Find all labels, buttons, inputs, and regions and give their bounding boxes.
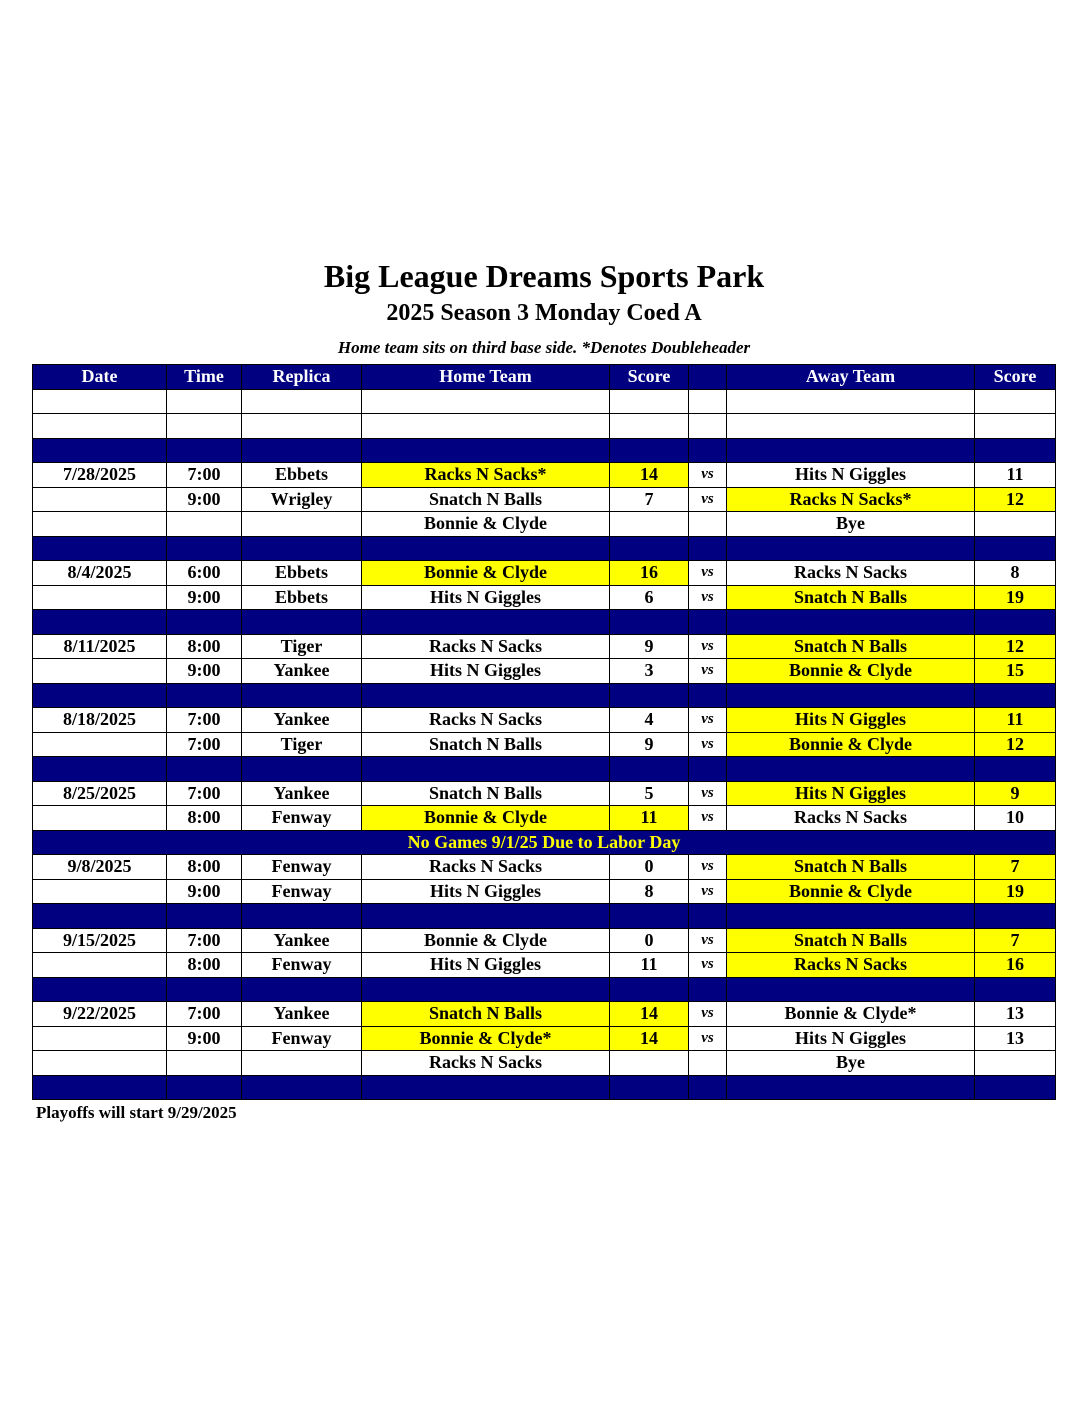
cell-replica: Yankee bbox=[242, 781, 362, 806]
schedule-note: Home team sits on third base side. *Denotes Doubleheader bbox=[337, 338, 751, 357]
cell-date: 9/8/2025 bbox=[33, 855, 167, 880]
cell-away-team: Bye bbox=[727, 512, 975, 537]
blank-row bbox=[33, 389, 1056, 414]
empty-cell bbox=[975, 438, 1056, 463]
cell-home-score: 14 bbox=[610, 463, 689, 488]
schedule-body bbox=[33, 389, 1056, 1100]
banner-row bbox=[33, 830, 1056, 855]
cell-date: 9/22/2025 bbox=[33, 1002, 167, 1027]
cell-away-score: 16 bbox=[975, 953, 1056, 978]
separator-row bbox=[33, 757, 1056, 782]
empty-cell bbox=[242, 977, 362, 1002]
empty-cell bbox=[689, 904, 727, 929]
empty-cell bbox=[610, 536, 689, 561]
empty-cell bbox=[689, 414, 727, 439]
col-header-vs bbox=[689, 365, 727, 390]
empty-cell bbox=[975, 389, 1056, 414]
cell-away-score: 12 bbox=[975, 487, 1056, 512]
cell-date bbox=[33, 487, 167, 512]
empty-cell bbox=[727, 610, 975, 635]
empty-cell bbox=[242, 1075, 362, 1100]
empty-cell bbox=[362, 414, 610, 439]
cell-replica: Fenway bbox=[242, 855, 362, 880]
empty-cell bbox=[610, 904, 689, 929]
cell-replica: Tiger bbox=[242, 634, 362, 659]
empty-cell bbox=[610, 414, 689, 439]
cell-time: 7:00 bbox=[167, 928, 242, 953]
cell-home-team: Snatch N Balls bbox=[362, 781, 610, 806]
cell-time: 8:00 bbox=[167, 634, 242, 659]
cell-time: 7:00 bbox=[167, 1002, 242, 1027]
cell-date bbox=[33, 1051, 167, 1076]
col-header-away-score: Score bbox=[975, 365, 1056, 390]
empty-cell bbox=[727, 414, 975, 439]
empty-cell bbox=[610, 438, 689, 463]
cell-date: 7/28/2025 bbox=[33, 463, 167, 488]
cell-home-team: Bonnie & Clyde bbox=[362, 928, 610, 953]
empty-cell bbox=[242, 683, 362, 708]
col-header-time: Time bbox=[167, 365, 242, 390]
cell-home-score: 6 bbox=[610, 585, 689, 610]
cell-away-score: 11 bbox=[975, 708, 1056, 733]
empty-cell bbox=[689, 610, 727, 635]
cell-away-score: 7 bbox=[975, 855, 1056, 880]
separator-row bbox=[33, 904, 1056, 929]
cell-replica: Yankee bbox=[242, 1002, 362, 1027]
empty-cell bbox=[689, 683, 727, 708]
empty-cell bbox=[975, 683, 1056, 708]
empty-cell bbox=[242, 536, 362, 561]
cell-home-score bbox=[610, 1051, 689, 1076]
cell-date: 8/18/2025 bbox=[33, 708, 167, 733]
cell-home-team: Hits N Giggles bbox=[362, 953, 610, 978]
cell-vs bbox=[689, 512, 727, 537]
empty-cell bbox=[167, 438, 242, 463]
cell-away-team: Bonnie & Clyde* bbox=[727, 1002, 975, 1027]
cell-vs: vs bbox=[689, 781, 727, 806]
cell-replica bbox=[242, 512, 362, 537]
cell-home-team: Snatch N Balls bbox=[362, 732, 610, 757]
empty-cell bbox=[689, 1075, 727, 1100]
cell-date bbox=[33, 879, 167, 904]
cell-time: 9:00 bbox=[167, 659, 242, 684]
banner-text: No Games 9/1/25 Due to Labor Day bbox=[33, 830, 1056, 855]
cell-away-team: Snatch N Balls bbox=[727, 855, 975, 880]
empty-cell bbox=[610, 977, 689, 1002]
col-header-home-team: Home Team bbox=[362, 365, 610, 390]
cell-date bbox=[33, 732, 167, 757]
separator-row bbox=[33, 977, 1056, 1002]
separator-row bbox=[33, 438, 1056, 463]
game-row bbox=[33, 463, 1056, 488]
game-row bbox=[33, 953, 1056, 978]
cell-home-score: 9 bbox=[610, 634, 689, 659]
empty-cell bbox=[362, 757, 610, 782]
cell-away-score: 15 bbox=[975, 659, 1056, 684]
cell-home-team: Racks N Sacks* bbox=[362, 463, 610, 488]
cell-replica: Wrigley bbox=[242, 487, 362, 512]
cell-vs: vs bbox=[689, 634, 727, 659]
empty-cell bbox=[362, 683, 610, 708]
cell-date bbox=[33, 953, 167, 978]
empty-cell bbox=[167, 389, 242, 414]
cell-away-score bbox=[975, 1051, 1056, 1076]
cell-time: 7:00 bbox=[167, 732, 242, 757]
empty-cell bbox=[362, 389, 610, 414]
cell-away-score: 13 bbox=[975, 1026, 1056, 1051]
cell-away-score: 9 bbox=[975, 781, 1056, 806]
cell-date bbox=[33, 512, 167, 537]
cell-date: 8/11/2025 bbox=[33, 634, 167, 659]
empty-cell bbox=[362, 536, 610, 561]
cell-time bbox=[167, 1051, 242, 1076]
cell-home-team: Hits N Giggles bbox=[362, 659, 610, 684]
cell-away-score: 19 bbox=[975, 585, 1056, 610]
cell-home-team: Bonnie & Clyde bbox=[362, 561, 610, 586]
empty-cell bbox=[362, 977, 610, 1002]
cell-away-team: Bonnie & Clyde bbox=[727, 659, 975, 684]
cell-home-team: Bonnie & Clyde bbox=[362, 512, 610, 537]
cell-home-team: Racks N Sacks bbox=[362, 708, 610, 733]
cell-time bbox=[167, 512, 242, 537]
cell-vs: vs bbox=[689, 659, 727, 684]
cell-home-score: 3 bbox=[610, 659, 689, 684]
game-row bbox=[33, 1002, 1056, 1027]
empty-cell bbox=[167, 977, 242, 1002]
empty-cell bbox=[33, 757, 167, 782]
cell-time: 9:00 bbox=[167, 487, 242, 512]
empty-cell bbox=[610, 1075, 689, 1100]
cell-away-team: Bonnie & Clyde bbox=[727, 732, 975, 757]
empty-cell bbox=[33, 610, 167, 635]
cell-date bbox=[33, 585, 167, 610]
empty-cell bbox=[33, 414, 167, 439]
cell-vs: vs bbox=[689, 879, 727, 904]
cell-replica: Ebbets bbox=[242, 463, 362, 488]
cell-replica: Ebbets bbox=[242, 585, 362, 610]
separator-row bbox=[33, 536, 1056, 561]
game-row bbox=[33, 585, 1056, 610]
cell-vs: vs bbox=[689, 953, 727, 978]
empty-cell bbox=[610, 610, 689, 635]
empty-cell bbox=[33, 438, 167, 463]
empty-cell bbox=[33, 1075, 167, 1100]
empty-cell bbox=[167, 414, 242, 439]
empty-cell bbox=[242, 389, 362, 414]
cell-replica: Yankee bbox=[242, 928, 362, 953]
cell-replica: Fenway bbox=[242, 1026, 362, 1051]
cell-time: 9:00 bbox=[167, 1026, 242, 1051]
cell-away-score: 10 bbox=[975, 806, 1056, 831]
cell-home-score: 16 bbox=[610, 561, 689, 586]
cell-time: 8:00 bbox=[167, 953, 242, 978]
schedule-table bbox=[32, 364, 1056, 1100]
cell-vs: vs bbox=[689, 1002, 727, 1027]
blank-row bbox=[33, 414, 1056, 439]
game-row bbox=[33, 1051, 1056, 1076]
cell-home-team: Racks N Sacks bbox=[362, 855, 610, 880]
cell-time: 8:00 bbox=[167, 806, 242, 831]
cell-vs: vs bbox=[689, 708, 727, 733]
empty-cell bbox=[689, 389, 727, 414]
empty-cell bbox=[33, 389, 167, 414]
header-row bbox=[33, 365, 1056, 390]
cell-away-score bbox=[975, 512, 1056, 537]
cell-home-team: Bonnie & Clyde bbox=[362, 806, 610, 831]
cell-home-score: 7 bbox=[610, 487, 689, 512]
cell-away-team: Snatch N Balls bbox=[727, 585, 975, 610]
cell-time: 7:00 bbox=[167, 781, 242, 806]
separator-row bbox=[33, 610, 1056, 635]
empty-cell bbox=[242, 904, 362, 929]
col-header-date: Date bbox=[33, 365, 167, 390]
cell-vs: vs bbox=[689, 732, 727, 757]
cell-home-score: 14 bbox=[610, 1002, 689, 1027]
cell-home-score: 11 bbox=[610, 806, 689, 831]
empty-cell bbox=[242, 438, 362, 463]
cell-home-team: Hits N Giggles bbox=[362, 879, 610, 904]
cell-vs: vs bbox=[689, 487, 727, 512]
cell-time: 9:00 bbox=[167, 585, 242, 610]
cell-away-team: Hits N Giggles bbox=[727, 1026, 975, 1051]
cell-vs: vs bbox=[689, 855, 727, 880]
cell-away-score: 13 bbox=[975, 1002, 1056, 1027]
empty-cell bbox=[727, 438, 975, 463]
empty-cell bbox=[727, 389, 975, 414]
cell-away-score: 19 bbox=[975, 879, 1056, 904]
cell-date bbox=[33, 659, 167, 684]
cell-replica: Ebbets bbox=[242, 561, 362, 586]
cell-replica: Fenway bbox=[242, 806, 362, 831]
cell-vs bbox=[689, 1051, 727, 1076]
separator-row bbox=[33, 1075, 1056, 1100]
empty-cell bbox=[242, 414, 362, 439]
cell-time: 8:00 bbox=[167, 855, 242, 880]
empty-cell bbox=[167, 683, 242, 708]
cell-vs: vs bbox=[689, 928, 727, 953]
cell-vs: vs bbox=[689, 463, 727, 488]
col-header-home-score: Score bbox=[610, 365, 689, 390]
cell-vs: vs bbox=[689, 1026, 727, 1051]
cell-home-score: 11 bbox=[610, 953, 689, 978]
cell-home-score: 14 bbox=[610, 1026, 689, 1051]
game-row bbox=[33, 732, 1056, 757]
page-subtitle: 2025 Season 3 Monday Coed A bbox=[386, 300, 702, 326]
cell-home-score bbox=[610, 512, 689, 537]
cell-time: 6:00 bbox=[167, 561, 242, 586]
empty-cell bbox=[242, 757, 362, 782]
empty-cell bbox=[167, 904, 242, 929]
game-row bbox=[33, 806, 1056, 831]
cell-replica: Yankee bbox=[242, 708, 362, 733]
cell-away-score: 11 bbox=[975, 463, 1056, 488]
empty-cell bbox=[33, 977, 167, 1002]
empty-cell bbox=[167, 1075, 242, 1100]
cell-home-team: Hits N Giggles bbox=[362, 585, 610, 610]
empty-cell bbox=[167, 610, 242, 635]
game-row bbox=[33, 879, 1056, 904]
cell-home-team: Racks N Sacks bbox=[362, 1051, 610, 1076]
cell-away-team: Snatch N Balls bbox=[727, 928, 975, 953]
empty-cell bbox=[975, 536, 1056, 561]
cell-home-team: Snatch N Balls bbox=[362, 487, 610, 512]
cell-home-score: 8 bbox=[610, 879, 689, 904]
empty-cell bbox=[727, 536, 975, 561]
cell-away-score: 8 bbox=[975, 561, 1056, 586]
empty-cell bbox=[610, 757, 689, 782]
empty-cell bbox=[689, 757, 727, 782]
cell-home-score: 5 bbox=[610, 781, 689, 806]
empty-cell bbox=[975, 1075, 1056, 1100]
cell-date: 8/4/2025 bbox=[33, 561, 167, 586]
cell-replica bbox=[242, 1051, 362, 1076]
empty-cell bbox=[975, 904, 1056, 929]
cell-home-team: Snatch N Balls bbox=[362, 1002, 610, 1027]
game-row bbox=[33, 659, 1056, 684]
cell-away-team: Racks N Sacks bbox=[727, 561, 975, 586]
empty-cell bbox=[727, 904, 975, 929]
empty-cell bbox=[975, 610, 1056, 635]
game-row bbox=[33, 1026, 1056, 1051]
game-row bbox=[33, 561, 1056, 586]
empty-cell bbox=[727, 977, 975, 1002]
cell-home-score: 9 bbox=[610, 732, 689, 757]
game-row bbox=[33, 487, 1056, 512]
cell-vs: vs bbox=[689, 806, 727, 831]
cell-away-team: Racks N Sacks bbox=[727, 806, 975, 831]
cell-home-team: Racks N Sacks bbox=[362, 634, 610, 659]
game-row bbox=[33, 634, 1056, 659]
cell-time: 7:00 bbox=[167, 708, 242, 733]
empty-cell bbox=[362, 1075, 610, 1100]
cell-home-score: 4 bbox=[610, 708, 689, 733]
game-row bbox=[33, 928, 1056, 953]
page-title: Big League Dreams Sports Park bbox=[323, 258, 765, 294]
cell-date: 8/25/2025 bbox=[33, 781, 167, 806]
game-row bbox=[33, 512, 1056, 537]
empty-cell bbox=[33, 683, 167, 708]
cell-date bbox=[33, 806, 167, 831]
cell-away-score: 12 bbox=[975, 634, 1056, 659]
cell-vs: vs bbox=[689, 561, 727, 586]
cell-replica: Yankee bbox=[242, 659, 362, 684]
cell-away-score: 12 bbox=[975, 732, 1056, 757]
empty-cell bbox=[610, 389, 689, 414]
cell-date: 9/15/2025 bbox=[33, 928, 167, 953]
cell-away-team: Hits N Giggles bbox=[727, 708, 975, 733]
playoffs-note: Playoffs will start 9/29/2025 bbox=[36, 1103, 237, 1122]
cell-away-team: Racks N Sacks bbox=[727, 953, 975, 978]
empty-cell bbox=[167, 536, 242, 561]
empty-cell bbox=[242, 610, 362, 635]
cell-away-team: Racks N Sacks* bbox=[727, 487, 975, 512]
game-row bbox=[33, 708, 1056, 733]
cell-date bbox=[33, 1026, 167, 1051]
empty-cell bbox=[975, 977, 1056, 1002]
empty-cell bbox=[975, 757, 1056, 782]
cell-away-team: Hits N Giggles bbox=[727, 463, 975, 488]
col-header-away-team: Away Team bbox=[727, 365, 975, 390]
empty-cell bbox=[362, 610, 610, 635]
cell-vs: vs bbox=[689, 585, 727, 610]
cell-replica: Tiger bbox=[242, 732, 362, 757]
empty-cell bbox=[362, 438, 610, 463]
cell-replica: Fenway bbox=[242, 879, 362, 904]
col-header-replica: Replica bbox=[242, 365, 362, 390]
empty-cell bbox=[689, 536, 727, 561]
empty-cell bbox=[167, 757, 242, 782]
empty-cell bbox=[33, 536, 167, 561]
cell-away-team: Bonnie & Clyde bbox=[727, 879, 975, 904]
separator-row bbox=[33, 683, 1056, 708]
cell-away-team: Bye bbox=[727, 1051, 975, 1076]
cell-away-team: Hits N Giggles bbox=[727, 781, 975, 806]
empty-cell bbox=[727, 683, 975, 708]
cell-replica: Fenway bbox=[242, 953, 362, 978]
game-row bbox=[33, 781, 1056, 806]
empty-cell bbox=[727, 1075, 975, 1100]
cell-time: 7:00 bbox=[167, 463, 242, 488]
cell-home-score: 0 bbox=[610, 855, 689, 880]
empty-cell bbox=[33, 904, 167, 929]
game-row bbox=[33, 855, 1056, 880]
cell-time: 9:00 bbox=[167, 879, 242, 904]
empty-cell bbox=[689, 977, 727, 1002]
empty-cell bbox=[610, 683, 689, 708]
cell-away-score: 7 bbox=[975, 928, 1056, 953]
cell-away-team: Snatch N Balls bbox=[727, 634, 975, 659]
empty-cell bbox=[362, 904, 610, 929]
cell-home-team: Bonnie & Clyde* bbox=[362, 1026, 610, 1051]
empty-cell bbox=[689, 438, 727, 463]
cell-home-score: 0 bbox=[610, 928, 689, 953]
empty-cell bbox=[727, 757, 975, 782]
empty-cell bbox=[975, 414, 1056, 439]
